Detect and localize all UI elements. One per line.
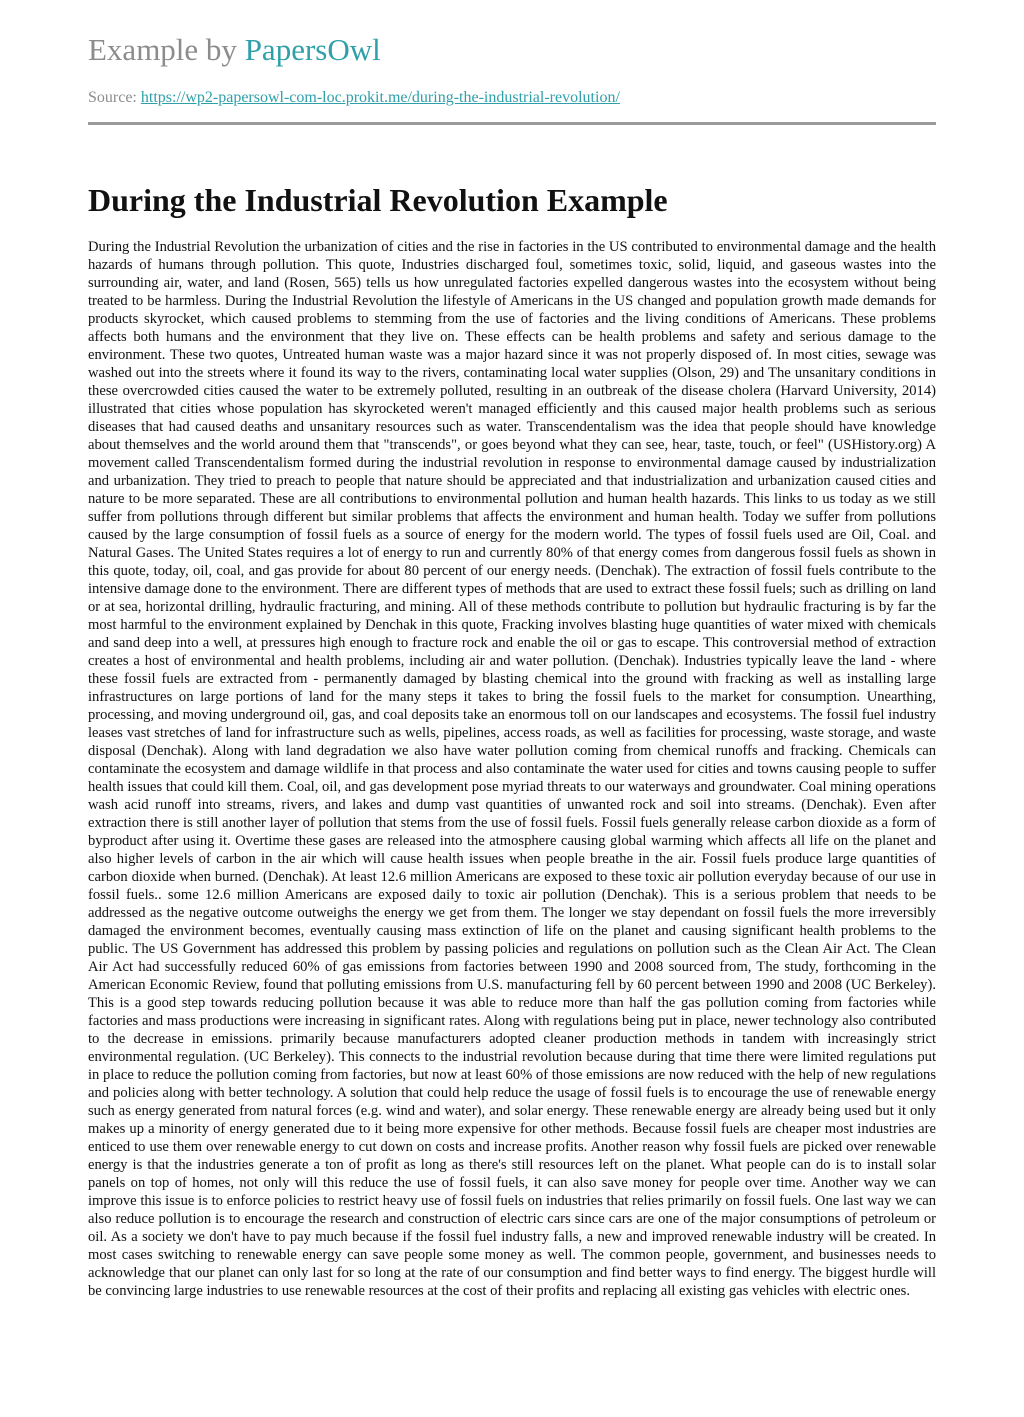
source-label: Source: (88, 89, 137, 106)
article-body: During the Industrial Revolution the urbanization of cities and the rise in factories in the US contributed to environmental damage and the health hazards of humans through pollution. This quote, Industries discharged foul, sometimes toxic, solid, liquid, and gaseous wastes into the surrounding air, water, and land (Rosen, 565) tells us how unregulated factories expelled dangerous wastes into the ecosystem without being treated to be harmless. During the Industrial Revolution the lifestyle of Americans in the US changed and population growth made demands for products skyrocket, which caused problems to stemming from the use of factories and the living conditions of Americans. These problems affects both humans and the environment that they live on. These effects can be health problems and safety and serious damage to the environment. These two quotes, Untreated human waste was a major hazard since it was not properly disposed of. In most cities, sewage was washed out into the streets where it found its way to the rivers, contaminating local water supplies (Olson, 29) and The unsanitary conditions in these overcrowded cities caused the water to be extremely polluted, resulting in an outbreak of the disease cholera (Harvard University, 2014) illustrated that cities whose population has skyrocketed weren't managed efficiently and this caused major health problems such as serious diseases that had caused deaths and unsanitary resources such as water. Transcendentalism was the idea that people should have knowledge about themselves and the world around them that "transcends", or goes beyond what they can see, hear, taste, touch, or feel" (USHistory.org) A movement called Transcendentalism formed during the industrial revolution in response to environmental damage caused by industrialization and urbanization. They tried to preach to people that nature should be appreciated and that industrialization and urbanization caused cities and nature to be more separated. These are all contributions to environmental pollution and human health hazards. This links to us today as we still suffer from pollutions through different but similar problems that affects the environment and human health. Today we suffer from pollutions caused by the large consumption of fossil fuels as a source of energy for the modern world. The types of fossil fuels used are Oil, Coal. and Natural Gases. The United States requires a lot of energy to run and currently 80% of that energy comes from dangerous fossil fuels as shown in this quote, today, oil, coal, and gas provide for about 80 percent of our energy needs. (Denchak). The extraction of fossil fuels contribute to the intensive damage done to the environment. There are different types of methods that are used to extract these fossil fuels; such as drilling on land or at sea, horizontal drilling, hydraulic fracturing, and mining. All of these methods contribute to pollution but hydraulic fracturing is by far the most harmful to the environment explained by Denchak in this quote, Fracking involves blasting huge quantities of water mixed with chemicals and sand deep into a well, at pressures high enough to fracture rock and enable the oil or gas to escape. This controversial method of extraction creates a host of environmental and health problems, including air and water pollution. (Denchak). Industries typically leave the land - where these fossil fuels are extracted from - permanently damaged by blasting chemical into the ground with fracking as well as installing large infrastructures on large portions of land for the many steps it takes to bring the fossil fuels to the market for consumption. Unearthing, processing, and moving underground oil, gas, and coal deposits take an enormous toll on our landscapes and ecosystems. The fossil fuel industry leases vast stretches of land for infrastructure such as wells, pipelines, access roads, as well as facilities for processing, waste storage, and waste disposal (Denchak). Along with land degradation we also have water pollution coming from chemical runoffs and fracking. Chemicals can contaminate the ecosystem and damage wildlife in that process and also contaminate the water used for cities and towns causing people to suffer health issues that could kill them. Coal, oil, and gas development pose myriad threats to our waterways and groundwater. Coal mining operations wash acid runoff into streams, rivers, and lakes and dump vast quantities of unwanted rock and soil into streams. (Denchak). Even after extraction there is still another layer of pollution that stems from the use of fossil fuels. Fossil fuels generally release carbon dioxide as a form of byproduct after using it. Overtime these gases are released into the atmosphere causing global warming which affects all life on the planet and also higher levels of carbon in the air which will cause health issues when people breathe in the air. Fossil fuels produce large quantities of carbon dioxide when burned. (Denchak). At least 12.6 million Americans are exposed to these toxic air pollution everyday because of our use in fossil fuels.. some 12.6 million Americans are exposed daily to toxic air pollution (Denchak). This is a serious problem that needs to be addressed as the negative outcome outweighs the energy we get from them. The longer we stay dependant on fossil fuels the more irreversibly damaged the environment becomes, eventually causing mass extinction of life on the planet and causing significant health problems to the public. The US Government has addressed this problem by passing policies and regulations on pollution such as the Clean Air Act. The Clean Air Act had successfully reduced 60% of gas emissions from factories between 1990 and 2008 sourced from, The study, forthcoming in the American Economic Review, found that polluting emissions from U.S. manufacturing fell by 60 percent between 1990 and 2008 (UC Berkeley). This is a good step towards reducing pollution because it was able to reduce more than half the gas pollution coming from factories while factories and mass productions were increasing in significant rates. Along with regulations being put in place, newer technology also contributed to the decrease in emissions. primarily because manufacturers adopted cleaner production methods in tandem with increasingly strict environmental regulation. (UC Berkeley). This connects to the industrial revolution because during that time there were limited regulations put in place to reduce the pollution coming from factories, but now at least 60% of those emissions are now reduced with the help of new regulations and policies along with better technology. A solution that could help reduce the usage of fossil fuels is to encourage the use of renewable energy such as energy generated from natural forces (e.g. wind and water), and solar energy. These renewable energy are already being used but it only makes up a minority of energy generated due to it being more expensive for other methods. Because fossil fuels are cheaper most industries are enticed to use them over renewable energy to cut down on costs and increase profits. Another reason why fossil fuels are picked over renewable energy is that the industries generate a ton of profit as long as there's still resources left on the planet. What people can do is to install solar panels on top of homes, not only will this reduce the use of fossil fuels, it can also save money for people over time. Another way we can improve this issue is to enforce policies to restrict heavy use of fossil fuels on industries that relies primarily on fossil fuels. One last way we can also reduce pollution is to encourage the research and construction of electric cars since cars are one of the major consumptions of petroleum or oil. As a society we don't have to pay much because if the fossil fuel industry falls, a new and improved renewable industry will be created. In most cases switching to renewable energy can save people some money as well. The common people, government, and businesses needs to acknowledge that our planet can only last for so long at the rate of our consumption and find better ways to find energy. The biggest hurdle will be convincing large industries to use renewable resources at the cost of their profits and replacing all existing gas vehicles with electric ones. (88, 239, 936, 1299)
brand-name: PapersOwl (244, 32, 381, 67)
brand-heading (88, 30, 381, 70)
header-divider (88, 122, 936, 125)
brand-prefix: Example by (88, 32, 237, 67)
source-line (88, 88, 620, 108)
source-link[interactable]: https://wp2-papersowl-com-loc.prokit.me/during-the-industrial-revolution/ (140, 89, 620, 106)
page-title: During the Industrial Revolution Example (88, 182, 668, 218)
